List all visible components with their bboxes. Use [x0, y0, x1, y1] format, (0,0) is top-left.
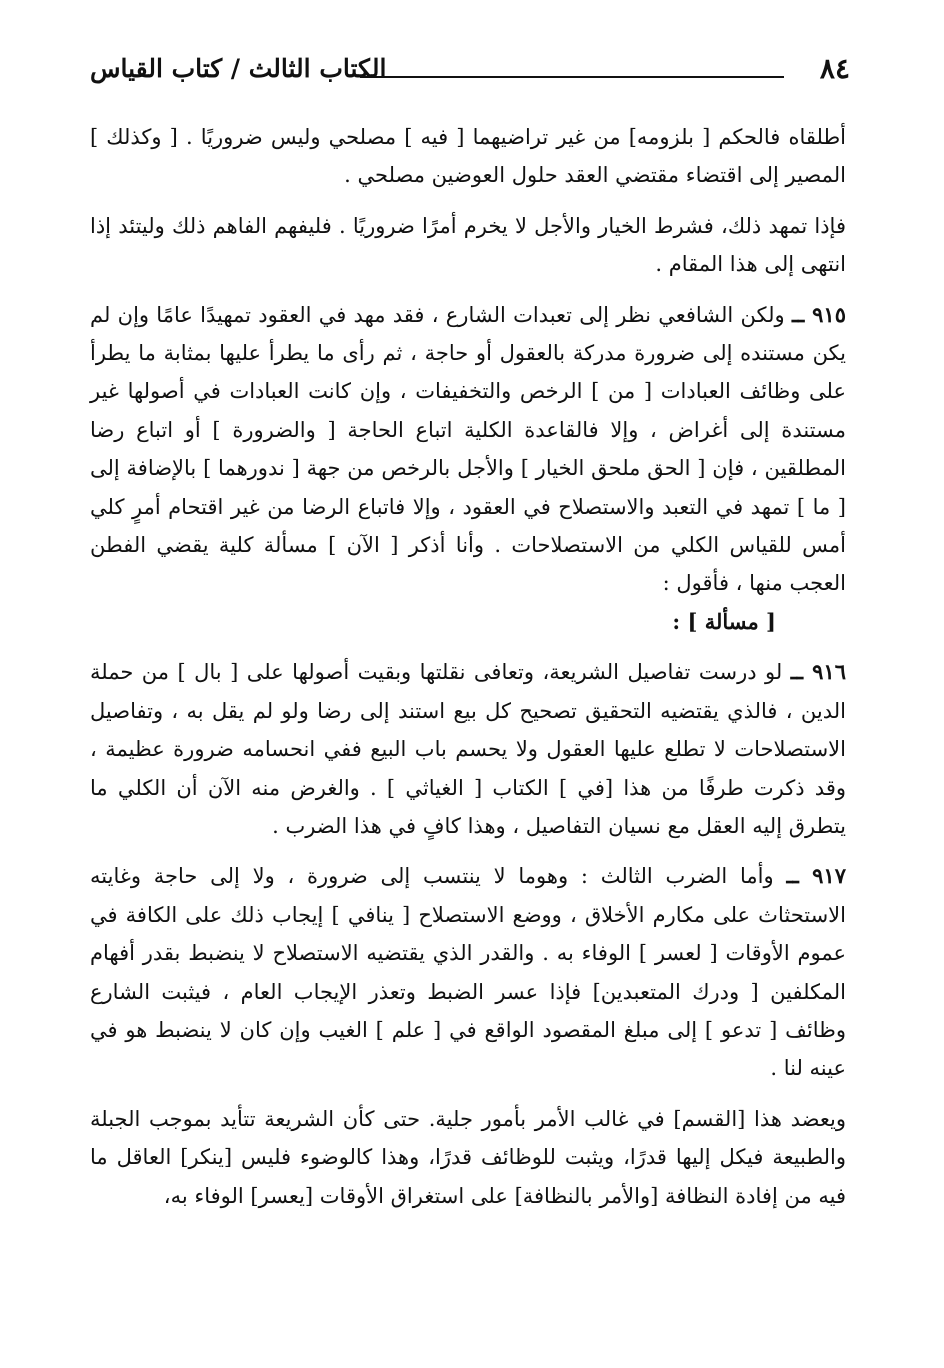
- header-rule: [360, 76, 784, 78]
- page-body: [90, 118, 846, 1215]
- page-number: ٨٤: [819, 52, 850, 85]
- paragraph-917: [90, 857, 846, 1087]
- paragraph-text: فإذا تمهد ذلك، فشرط الخيار والأجل لا يخرم أمرًا ضروريًا . فليفهم الفاهم ذلك وليتئد إذا انتهى إلى هذا المقام .: [90, 213, 846, 277]
- paragraph: [90, 1100, 846, 1215]
- paragraph: [90, 118, 846, 195]
- running-title: الكتاب الثالث / كتاب القياس: [90, 54, 387, 83]
- page-header: [90, 52, 850, 92]
- paragraph-number: ٩١٥ ــ: [791, 301, 846, 327]
- paragraph: [90, 207, 846, 284]
- paragraph-text: ولكن الشافعي نظر إلى تعبدات الشارع ، فقد مهد في العقود تمهيدًا عامًا وإن لم يكن مستنده إلى ضرورة مدركة بالعقول أو حاجة ، ثم رأى ما يطرأ عليها بمثابة ما يطرأ على وظائف العبادات [ من ] الرخص والتخفيفات ، وإن كانت العبادات في أصولها غير مستندة إلى أغراض ، وإلا فالقاعدة الكلية اتباع الحاجة [ والضرورة ] أو اتباع رضا المطلقين ، فإن [ الحق ملحق الخيار ] والأجل بالرخص من جهة [ ندورهما ] بالإضافة إلى [ ما ] تمهد في التعبد والاستصلاح في العقود ، وإلا فاتباع الرضا من غير اقتحام أمرٍ كلي أمس للقياس الكلي من الاستصلاحات . وأنا أذكر [ الآن ] مسألة كلية يقضي الفطن العجب منها ، فأقول :: [90, 302, 846, 596]
- paragraph-text: ويعضد هذا [القسم] في غالب الأمر بأمور جلية. حتى كأن الشريعة تتأيد بموجب الجبلة والطبيعة فيكل إليها قدرًا، ويثبت للوظائف قدرًا، وهذا كالوضوء فليس [ينكر] العاقل ما فيه من إفادة النظافة [والأمر بالنظافة] على استغراق الأوقات [يعسر] الوفاء به،: [90, 1106, 846, 1208]
- paragraph-text: لو درست تفاصيل الشريعة، وتعافى نقلتها وبقيت أصولها على [ بال ] من حملة الدين ، فالذي يقتضيه التحقيق تصحيح كل بيع استند إلى رضا ولو لم يقل به ، وتفاصيل الاستصلاحات لا تطلع عليها العقول ولا يحسم باب البيع ففي انحسامه ضرورة عظيمة ، وقد ذكرت طرفًا من هذا [في ] الكتاب [ الغياثي ] . والغرض منه الآن أن الكلي ما يتطرق إليه العقل مع نسيان التفاصيل ، وهذا كافٍ في هذا الضرب .: [90, 660, 846, 838]
- paragraph-text: أطلقاه فالحكم [ بلزومه] من غير تراضيهما [ فيه ] مصلحي وليس ضروريًا . [ وكذلك ] المصير إلى اقتضاء مقتضي العقد حلول العوضين مصلحي .: [90, 125, 846, 188]
- paragraph-text: وأما الضرب الثالث : وهوما لا ينتسب إلى ضرورة ، ولا إلى حاجة وغايته الاستحثاث على مكارم الأخلاق ، ووضع الاستصلاح [ ينافي ] إيجاب ذلك على الكافة في عموم الأوقات [ لعسر ] الوفاء به . والقدر الذي يقتضيه الاستصلاح لا ينضبط بقدر أفهام المكلفين [ ودرك المتعبدين] فإذا عسر الضبط وتعذر الإيجاب العام ، فيثبت الشارع وظائف [ تدعو ] إلى مبلغ المقصود الواقع في [ علم ] الغيب وإن كان لا ينضبط هو في عينه لنا .: [90, 864, 846, 1081]
- paragraph-915: [90, 296, 846, 603]
- section-heading: [ مسألة ] :: [672, 608, 776, 634]
- paragraph-number: ٩١٦ ــ: [790, 659, 846, 685]
- paragraph-916: [90, 653, 846, 845]
- paragraph-number: ٩١٧ ــ: [786, 863, 846, 889]
